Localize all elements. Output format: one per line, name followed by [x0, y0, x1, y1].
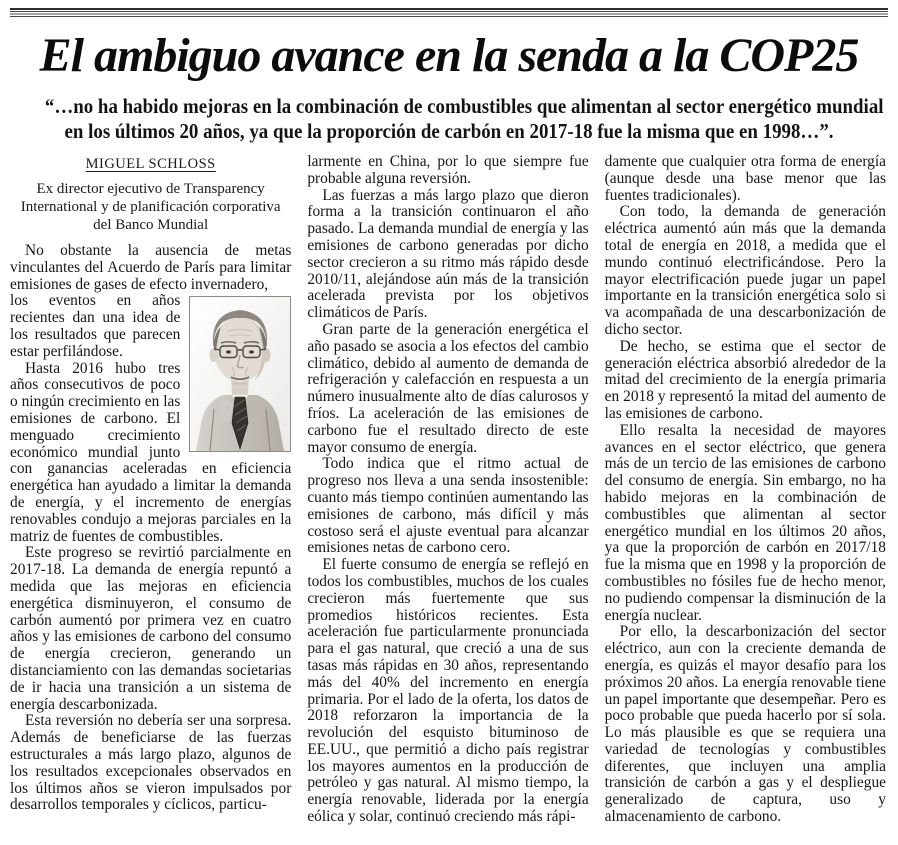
article-column-3: [605, 154, 886, 844]
article-paragraph: Todo indica que el ritmo actual de progreso nos lleva a una senda insostenible: cuanto más tiempo continúen aumentando las emisiones de carbono, más difícil y más costoso será el ajuste eventual para alcanzar emisiones netas de carbono cero.: [307, 455, 589, 557]
article-paragraph: Con todo, la demanda de generación eléctrica aumentó aún más que la demanda total de energía en 2018, a medida que el mundo continuó electrificándose. Pero la mayor electrificación puede jugar un papel importante en la transición energética solo si va acompañada de una descarbonización de dicho sector.: [604, 203, 886, 338]
article-paragraph: El fuerte consumo de energía se reflejó en todos los combustibles, muchos de los cuales crecieron más fuertemente que sus promedios históricos recientes. Esta aceleración fue particularmente pronunciada para el gas natural, que creció a una de sus tasas más rápidas en 30 años, representando más del 40% del incremento en energía primaria. Por el lado de la oferta, los datos de 2018 reforzaron la importancia de la revolución del esquisto bituminoso de EE.UU., que permitió a dicho país registrar los mayores aumentos en la producción de petróleo y gas natural. Al mismo tiempo, la energía renovable, liderada por la energía eólica y solar, continuó creciendo más rápi-: [307, 556, 589, 826]
article-pull-quote: [0, 94, 898, 144]
masthead-rule: [10, 8, 888, 18]
article-paragraph: Ello resalta la necesidad de mayores avances en el sector eléctrico, que genera más de un tercio de las emisiones de carbono del consumo de energía. Sin embargo, no ha habido mejoras en la combinación de combustibles que alimentan al sector energético mundial en los últimos 20 años, ya que la proporción de carbón en 2017/18 fue la misma que en 1998 y la proporción de combustibles no fósiles fue de hecho menor, no pudiendo compensar la disminución de la energía nuclear.: [604, 421, 886, 624]
author-portrait-illustration: [190, 297, 290, 451]
article-paragraph: No obstante la ausencia de metas vinculantes del Acuerdo de París para limitar emisiones de gases de efecto invernadero,: [10, 242, 292, 293]
pull-quote-line-1: “…no ha habido mejoras en la combinación de combustibles que alimentan al sector energético mundial: [44, 94, 884, 118]
article-paragraph: damente que cualquier otra forma de energía (aunque desde una base menor que las fuentes tradicionales).: [604, 154, 886, 204]
article-column-1: [10, 154, 291, 844]
article-paragraph: Por ello, la descarbonización del sector eléctrico, aun con la creciente demanda de energía, es quizás el mayor desafío para los próximos 20 años. La energía renovable tiene un papel importante que desempeñar. Pero es poco probable que pueda hacerlo por sí sola. Lo más plausible es que se requiera una variedad de tecnologías y combustibles diferentes, que incluyen una amplia transición de carbón a gas y el despliegue generalizado de captura, uso y almacenamiento de carbono.: [604, 623, 886, 826]
article-column-2: [307, 154, 588, 844]
article-paragraph: Hasta 2016 hubo tres años consecutivos de poco o ningún crecimiento en las emisiones de carbono. El menguado crecimiento económico mundial junto con ganancias aceleradas en eficiencia energética han ayudado a limitar la demanda de energía, y el incremento de energías renovables condujo a mejoras parciales en la matriz de fuentes de combustibles.: [10, 359, 292, 545]
article-paragraph: Esta reversión no debería ser una sorpresa. Además de beneficiarse de las fuerzas estructurales a más largo plazo, algunos de los resultados excepcionales observados en los últimos años se vieron impulsados por desarrollos temporales y cíclicos, particu-: [10, 712, 292, 814]
article-paragraph: larmente en China, por lo que siempre fue probable alguna reversión.: [307, 154, 589, 187]
byline-author-name: MIGUEL SCHLOSS: [85, 156, 216, 172]
article-paragraph: los eventos en años recientes dan una idea de los resultados que parecen estar perfilándose.: [10, 292, 181, 360]
byline-affiliation: Ex director ejecutivo de Transparency International y de planificación corporativa del Banco Mundial: [20, 181, 281, 233]
article-paragraph: Gran parte de la generación energética el año pasado se asocia a los efectos del cambio climático, debido al aumento de demanda de refrigeración y calefacción en respuesta a un número inusualmente alto de días calurosos y fríos. La aceleración de las emisiones de carbono fue el resultado directo de este mayor consumo de energía.: [307, 320, 589, 456]
pull-quote-line-2: en los últimos 20 años, ya que la proporción de carbón en 2017-18 fue la misma que en 1998…”.: [64, 119, 834, 143]
article-paragraph: Las fuerzas a más largo plazo que dieron forma a la transición continuaron el año pasado. La demanda mundial de energía y las emisiones de carbono generadas por dicho sector crecieron a su ritmo más rápido desde 2010/11, alejándose aún más de la transición acelerada prevista por los objetivos climáticos de París.: [307, 186, 589, 322]
author-photo: [189, 296, 291, 452]
article-paragraph: De hecho, se estima que el sector de generación eléctrica absorbió alrededor de la mitad del crecimiento de la energía primaria en 2018 y representó la mitad del aumento de las emisiones de carbono.: [604, 337, 886, 422]
article-columns: [10, 154, 886, 844]
article-headline: El ambiguo avance en la senda a la COP25: [39, 29, 859, 82]
article-paragraph: Este progreso se revirtió parcialmente en 2017-18. La demanda de energía repuntó a medida que las mejoras en eficiencia energética disminuyeron, el consumo de carbón aumentó por primera vez en cuatro años y las emisiones de carbono del consumo de energía crecieron, generando un distanciamiento con las demandas societarias de ir hacia una transición a un sistema de energía descarbonizada.: [10, 544, 292, 713]
